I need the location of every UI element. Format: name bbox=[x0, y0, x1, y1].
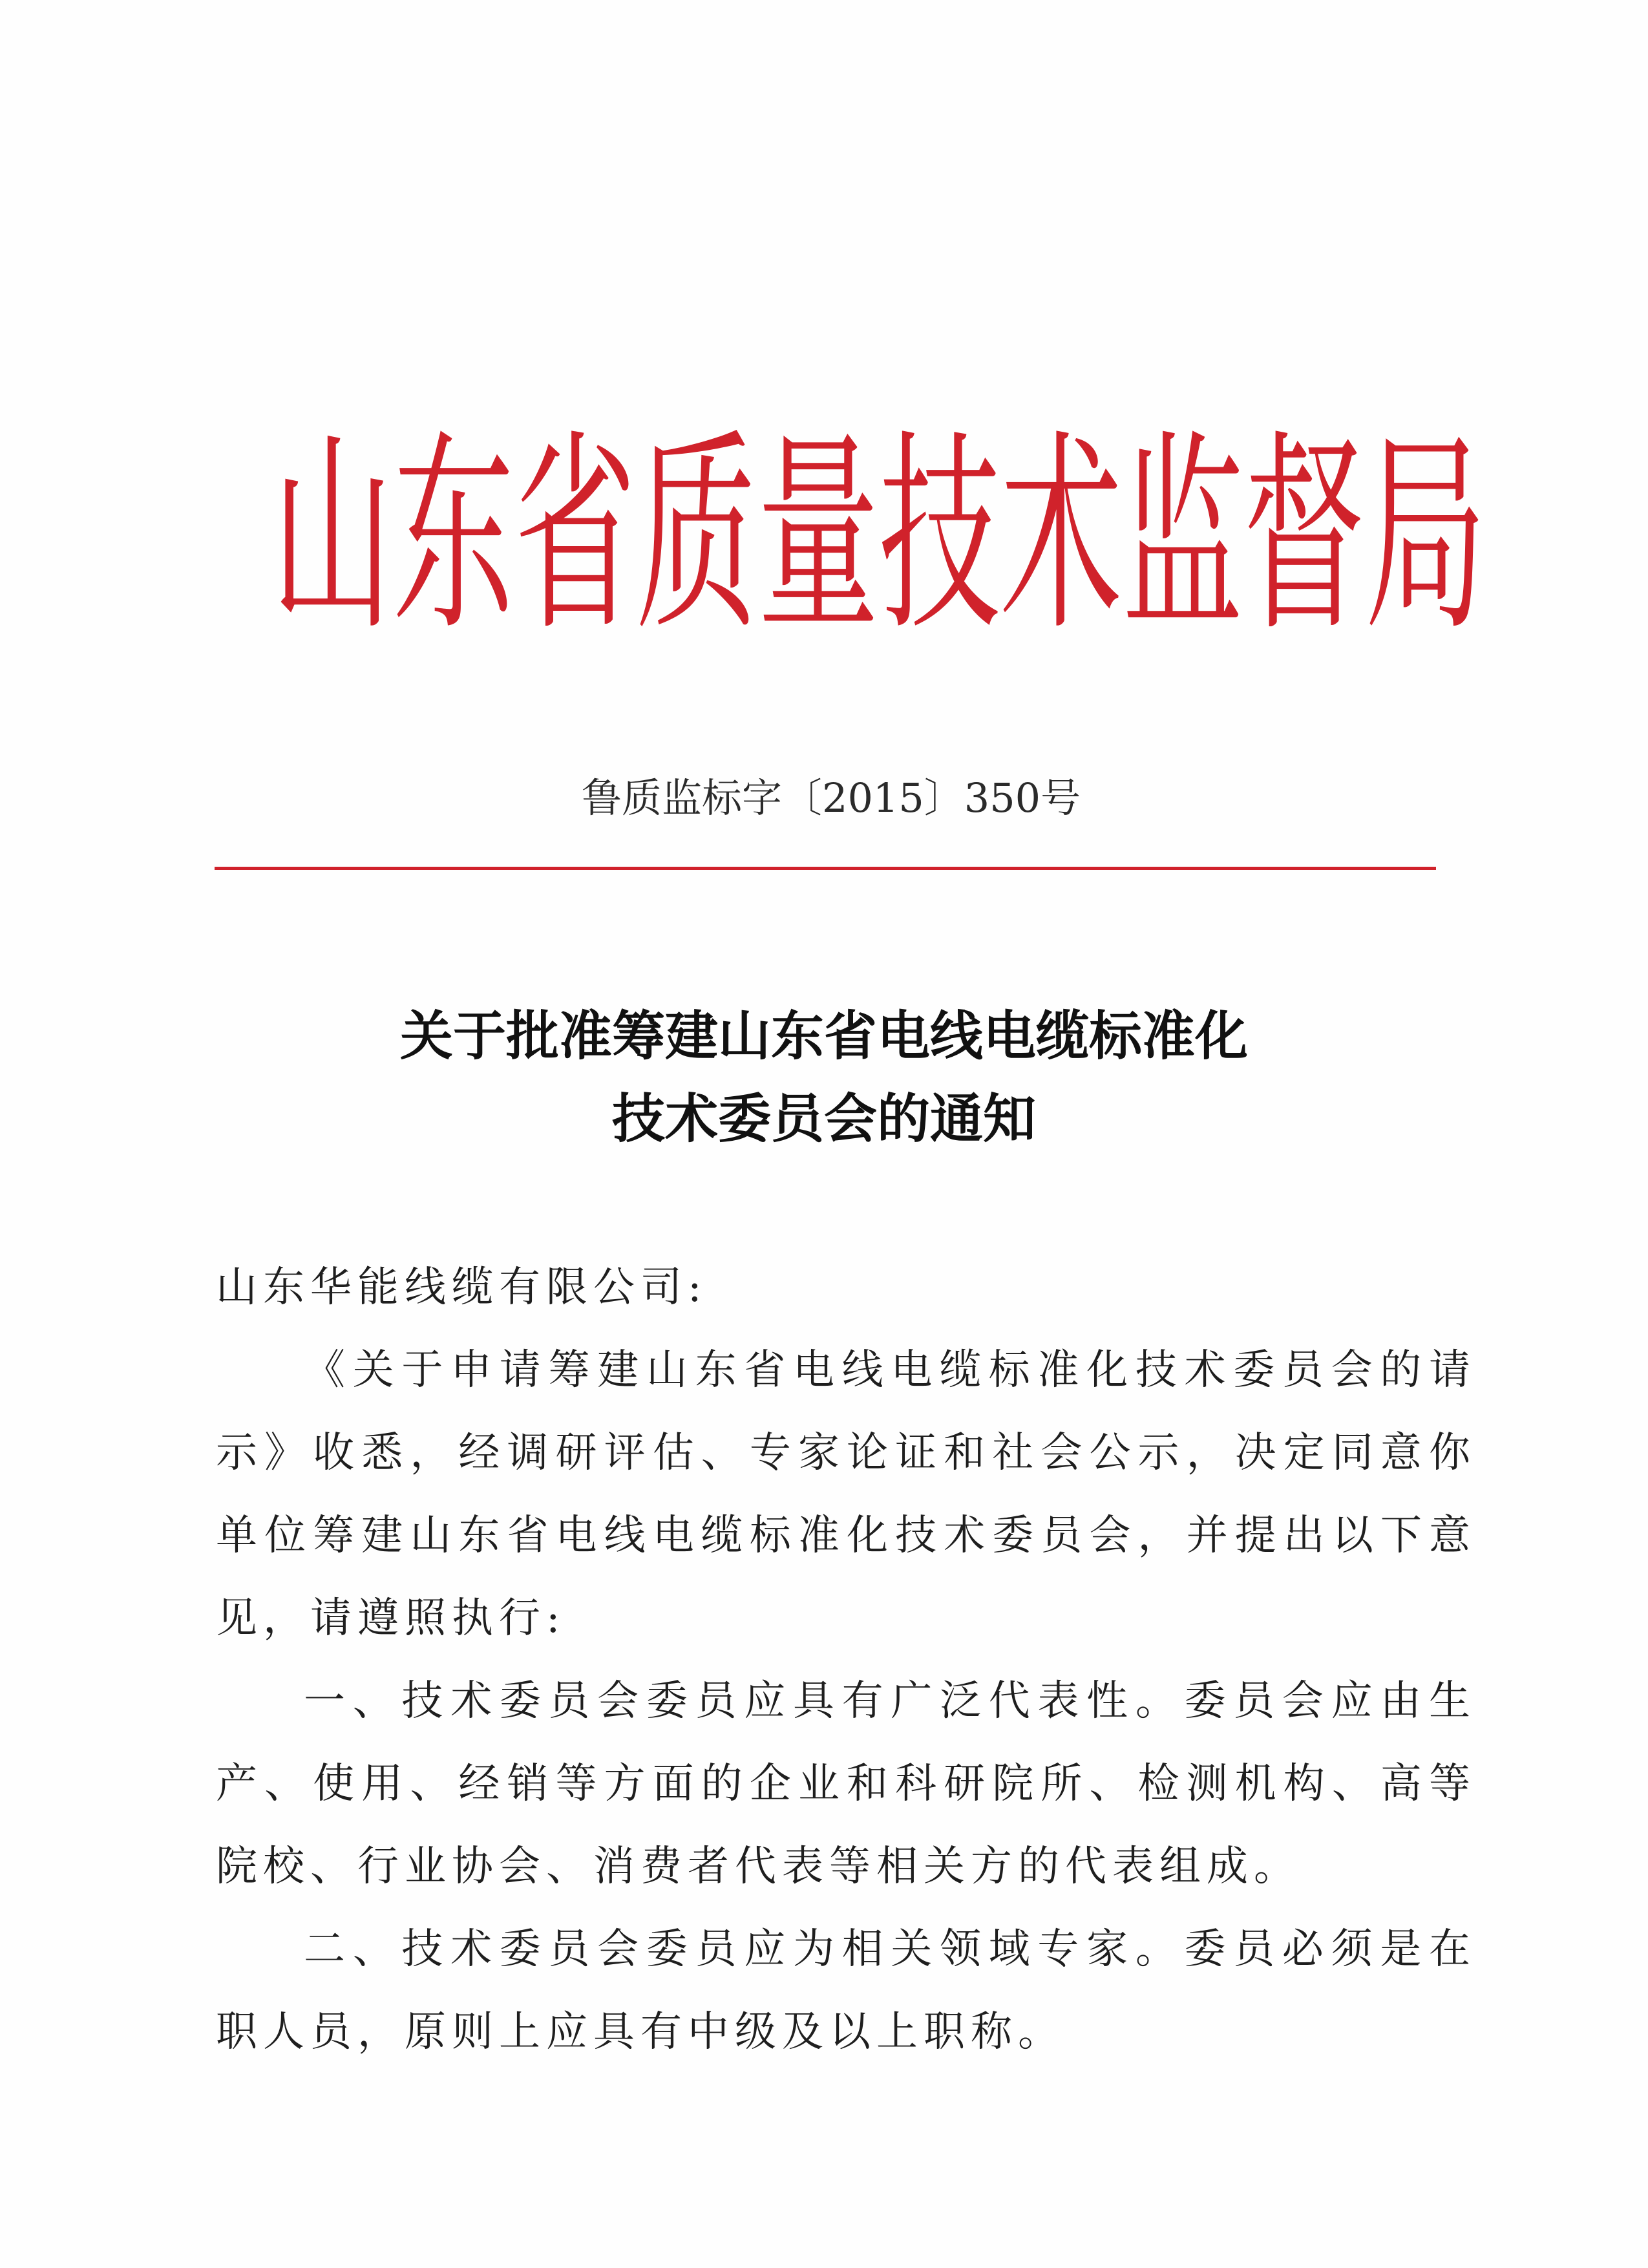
letterhead-divider bbox=[215, 867, 1436, 870]
notice-title-line-2: 技术委员会的通知 bbox=[611, 1088, 1036, 1150]
document-number: 鲁质监标字〔2015〕350号 bbox=[582, 774, 1081, 821]
addressee: 山东华能线缆有限公司: bbox=[216, 1264, 708, 1311]
notice-title-line-1: 关于批准筹建山东省电线电缆标准化 bbox=[399, 1006, 1248, 1067]
notice-title bbox=[213, 995, 1435, 1161]
notice-body bbox=[216, 1246, 1476, 2073]
paragraph-item-1: 一、技术委员会委员应具有广泛代表性。委员会应由生产、使用、经销等方面的企业和科研院所、检测机构、高等院校、行业协会、消费者代表等相关方的代表组成。 bbox=[216, 1677, 1476, 1891]
paragraph-intro: 《关于申请筹建山东省电线电缆标准化技术委员会的请示》收悉，经调研评估、专家论证和社会公示，决定同意你单位筹建山东省电线电缆标准化技术委员会，并提出以下意见，请遵照执行: bbox=[216, 1346, 1476, 1642]
agency-letterhead-title: 山东省质量技术监督局 bbox=[271, 412, 1486, 660]
paragraph-item-2: 二、技术委员会委员应为相关领域专家。委员必须是在职人员，原则上应具有中级及以上职称。 bbox=[216, 1925, 1476, 2056]
